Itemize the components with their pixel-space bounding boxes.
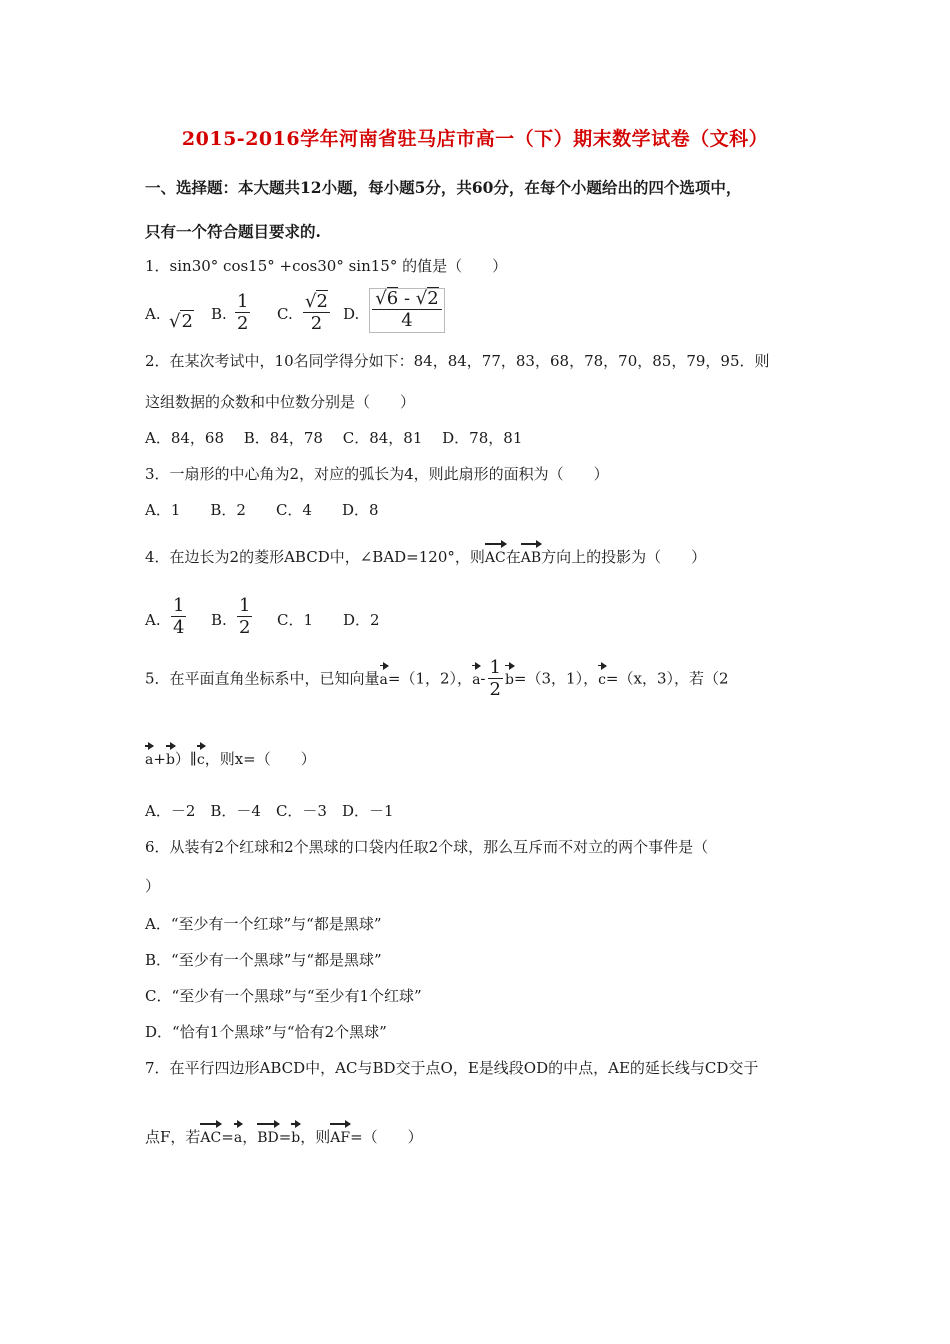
vector-ab: AB [521,540,541,568]
question-1-stem: 1．sin30° cos15° +cos30° sin15° 的值是（ ） [145,257,508,275]
q4-option-a-label: A. [145,611,161,629]
question-6-stem-line1: 6．从装有2个红球和2个黑球的口袋内任取2个球，那么互斥而不对立的两个事件是（ [145,838,709,856]
q4-option-b-fraction: $\frac{1}{2}$ [239,595,251,638]
question-2-stem-line2: 这组数据的众数和中位数分别是（ ） [145,393,416,411]
question-3-stem: 3．一扇形的中心角为2，对应的弧长为4，则此扇形的面积为（ ） [145,465,609,483]
q1-option-b-label: B. [211,305,227,323]
vector-a: a [234,1120,242,1148]
q1-option-b-fraction: $\frac{1}{2}$ [237,291,249,334]
question-2-stem-line1: 2．在某次考试中，10名同学得分如下：84，84，77，83，68，78，70，85，79，95．则 [145,352,770,370]
question-4-stem: 4．在边长为2的菱形ABCD中，∠BAD=120°，则AC在AB方向上的投影为（ ） [145,540,706,568]
question-6-option-d: D．“恰有1个黑球”与“恰有2个黑球” [145,1023,387,1041]
vector-bd: BD [257,1120,279,1148]
vector-b: b [291,1120,300,1148]
q1-option-a-value: √2 [169,311,193,332]
q1-option-d-label: D. [343,305,360,323]
q1-option-c-fraction: $\frac{√2}{2}$ [305,291,328,334]
vector-a: a [380,662,388,690]
vector-ac: AC [200,1120,221,1148]
vector-a: a [145,742,153,770]
question-5-stem-line2: a+b）∥c，则x=（ ） [145,742,316,770]
q4-option-a-fraction: $\frac{1}{4}$ [173,595,185,638]
question-3-options: A．1 B．2 C．4 D．8 [145,501,379,519]
page-title: 2015-2016学年河南省驻马店市高一（下）期末数学试卷（文科） [181,128,769,150]
vector-c: c [598,662,606,690]
q4-option-b-label: B. [211,611,227,629]
section-heading-line2: 只有一个符合题目要求的. [145,222,321,241]
question-6-option-b: B．“至少有一个黑球”与“都是黑球” [145,951,382,969]
q1-option-d-fraction: $\frac{√6 - √2}{4}$ [369,288,445,333]
question-5-options: A．－2 B．－4 C．－3 D．－1 [145,802,394,820]
q4-option-c: C．1 [277,611,314,629]
vector-ac: AC [485,540,506,568]
question-7-stem-line2: 点F，若AC=a，BD=b，则AF=（ ） [145,1120,423,1148]
vector-af: AF [330,1120,350,1148]
q4-option-d: D．2 [343,611,380,629]
vector-c: c [197,742,205,770]
vector-b: b [166,742,175,770]
vector-b: b [505,662,514,690]
q1-option-c-label: C. [277,305,293,323]
question-5-stem-line1: 5．在平面直角坐标系中，已知向量a=（1，2），a- $\frac{1}{2}$ b=（3，1），c=（x，3），若（2 [145,657,729,700]
question-6-option-a: A．“至少有一个红球”与“都是黑球” [145,915,382,933]
question-6-option-c: C．“至少有一个黑球”与“至少有1个红球” [145,987,422,1005]
q1-option-a-label: A. [145,305,161,323]
section-heading-line1: 一、选择题：本大题共12小题，每小题5分，共60分，在每个小题给出的四个选项中， [145,178,742,197]
question-2-options: A．84，68 B．84，78 C．84，81 D．78，81 [145,429,523,447]
q5-fraction: $\frac{1}{2}$ [489,657,501,700]
question-6-stem-line2: ） [145,877,161,895]
vector-a: a [472,662,480,690]
question-7-stem-line1: 7．在平行四边形ABCD中，AC与BD交于点O，E是线段OD的中点，AE的延长线与CD交于 [145,1059,759,1077]
